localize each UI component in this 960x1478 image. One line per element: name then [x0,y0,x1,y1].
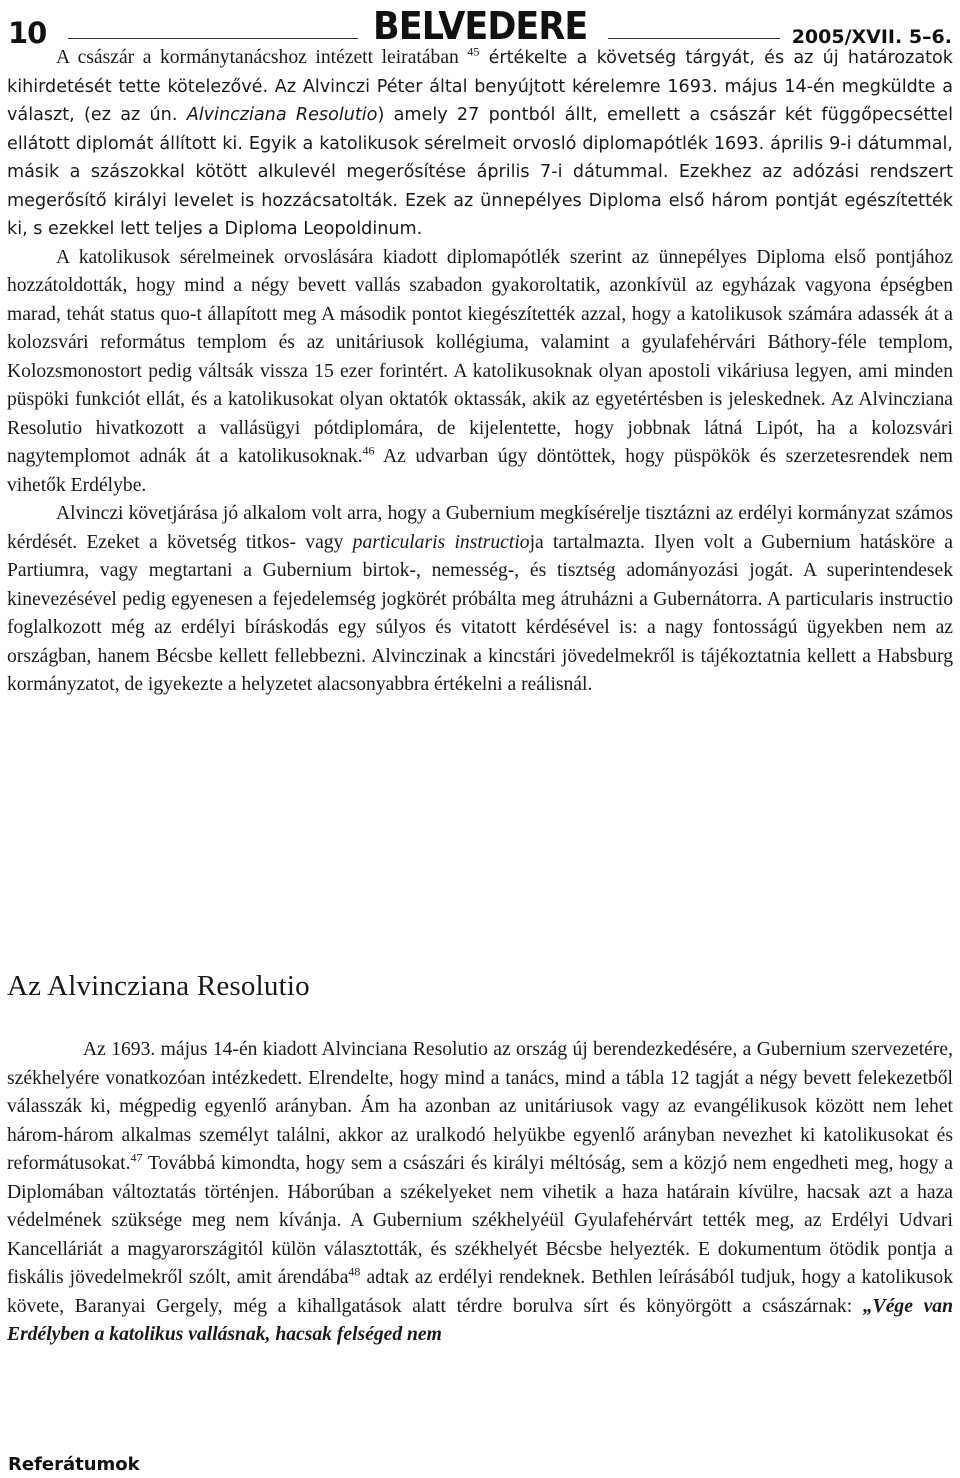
paragraph-1-text-3: ) amely 27 pontból állt, emellett a császár két függőpecséttel ellátott diplomát állított ki. Egyik a katolikusok sérelmeit orvosló diplomapótlék 1693. április 9-i dátummal, másik a szászokkal kötött alkulevél megerősítése április 7-i dátummal. Ezekhez az adózási rendszert megerősítő királyi levelet is hozzácsatolták. Ezek az ünnepélyes Diploma első három pontját egészítették ki, s ezekkel lett teljes a Diploma Leopoldinum. [7,105,954,239]
paragraph-1-text-2: értékelte a követség tárgyát, és az új határozatok kihirdetését tette kötelezővé. Az Alvinczi Péter által benyújtott kérelemre 1693. május 14-én megküldte a választ, (ez az ún. [7,48,953,125]
footnote-ref-48: 48 [348,1264,361,1279]
issue-number: 2005/XVII. 5–6. [791,26,952,48]
footnote-ref-46: 46 [362,443,375,458]
paragraph-4 [7,1036,953,1350]
paragraph-1 [7,44,953,244]
page-number: 10 [8,16,47,50]
paragraph-3 [7,500,953,700]
section-heading: Az Alvincziana Resolutio [7,970,310,1002]
paragraph-4-text: Az 1693. május 14-én kiadott Alvinciana Resolutio az ország új berendezkedésére, a Gubernium szervezetére, székhelyére vonatkozóan intézkedett. Elrendelte, hogy mind a tanács, mind a tábla 12 tagját a négy bevett felekezetből válasszák ki, mégpedig egyenlő arányban. Ám ha azonban az unitáriusok vagy az evangélikusok között nem lehet három-három alkalmas személyt találni, akkor az uralkodó helyükbe egyenlő arányban nevezhet ki katolikusokat és reformátusokat. [7,1039,953,1174]
paragraph-2-text-2: Az udvarban úgy döntöttek, hogy püspökök és szerzetesrendek nem vihetők Erdélybe. [7,446,954,496]
header-rule-left [68,38,358,39]
paragraph-3-italic-term: particularis instructio [352,531,530,553]
section-body [7,1036,953,1350]
paragraph-4-text-2: Továbbá kimondta, hogy sem a császári és királyi méltóság, sem a közjó nem engedheti meg, hogy a Diplomában változtatás történjen. Háborúban a székelyeket nem vihetik a haza határain kívülre, hacsak azt a haza védelmének szüksége meg nem kívánja. A Gubernium székhelyéül Gyulafehérvárt tették meg, az Erdélyi Udvari Kancelláriát a magyarországitól külön választották, és székhelyét Bécsbe helyezték. E dokumentum ötödik pontja a fiskális jövedelmekről szólt, amit árendába [7,1153,953,1288]
paragraph-4-quote: „Vége van Erdélyben a katolikus vallásnak, hacsak felséged nem [7,1295,953,1345]
paragraph-3-text-2: ja tartalmazta. Ilyen volt a Gubernium hatásköre a Partiumra, vagy megtartani a Gubernium birtok-, nemesség-, és tisztség adományozási jogát. A superintendesek kinevezésével pedig egyenesen a fejedelemség jogkörét próbálta meg átruházni a Gubernátorra. A particularis instructio foglalkozott még az erdélyi bíráskodás egy súlyos és vitatott kérdésével is: a nagy fontosságú ügyekben nem az országban, hanem Bécsbe kellett fellebbezni. Alvinczinak a kincstári jövedelmekről is tájékoztatnia kellett a Habsburg kormányzatot, de igyekezte a helyzetet alacsonyabbra értékelni a reálisnál. [7,531,953,695]
paragraph-3-text: Alvinczi követjárása jó alkalom volt arra, hogy a Gubernium megkísérelje tisztázni az erdélyi kormányzat számos kérdését. Ezeket a követség titkos- vagy [7,503,953,553]
magazine-logo: BELVEDERE [373,4,588,48]
paragraph-2 [7,244,953,501]
article-body [7,44,953,700]
footnote-ref-47: 47 [130,1150,143,1165]
paragraph-4-text-3: adtak az erdélyi rendeknek. Bethlen leírásából tudjuk, hogy a katolikusok követe, Baranyai Gergely, még a kihallgatások alatt térdre borulva sírt és könyörgött a császárnak: [7,1267,954,1317]
paragraph-1-italic-term: Alvincziana Resolutio [186,105,378,125]
paragraph-1-text: A császár a kormánytanácshoz intézett leiratában [56,47,468,68]
paragraph-2-text: A katolikusok sérelmeinek orvoslására kiadott diplomapótlék szerint az ünnepélyes Diploma első pontjához hozzátoldották, hogy mind a négy bevett vallás szabadon gyakoroltatik, azonkívül az egyházak vagyona épségben marad, tehát status quo-t állapított meg A második pontot kiegészítették azzal, hogy a katolikusok számára adassék át a kolozsvári református templom és az unitáriusok kollégiuma, valamint a gyulafehérvári Báthory-féle templom, Kolozsmonostort pedig váltsák vissza 15 ezer forintért. A katolikusoknak olyan apostoli vikáriusa legyen, ami minden püspöki funkciót ellát, és a katolikusokat olyan oktatók oktassák, akik az egyetértésben is jeleskednek. Az Alvincziana Resolutio hivatkozott a vallásügyi pótdiplomára, de kijelentette, hogy jobbnak látná Lipót, ha a kolozsvári nagytemplomot adnák át a katolikusoknak. [7,246,953,467]
header-rule-right [608,38,780,39]
section-footer-label: Referátumok [8,1454,140,1475]
footnote-ref-45: 45 [467,44,480,59]
